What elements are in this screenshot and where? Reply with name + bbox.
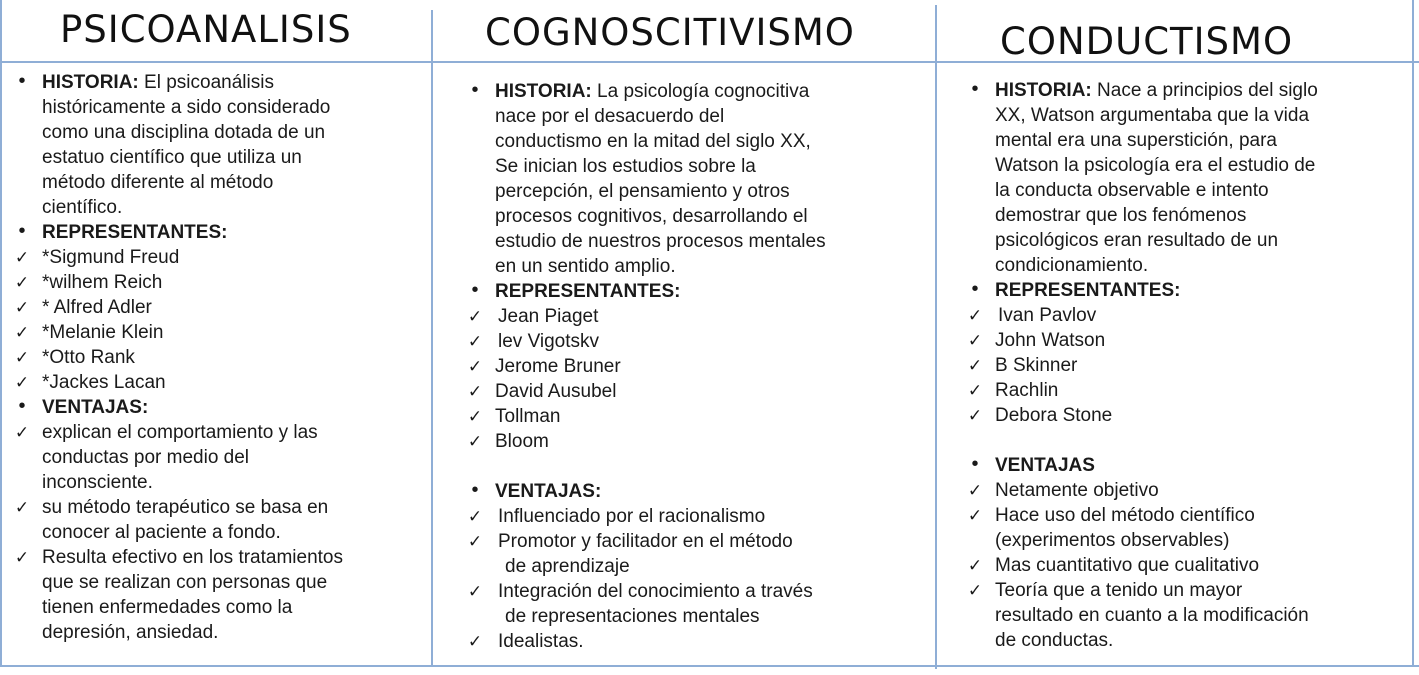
list-item — [960, 303, 1318, 328]
check-icon: ✓ — [14, 248, 30, 267]
historia-line: percepción, el pensamiento y otros — [495, 181, 790, 202]
representantes-label: REPRESENTANTES: — [495, 281, 681, 302]
ventaja-line: Mas cuantitativo que cualitativo — [995, 555, 1260, 576]
list-item — [460, 379, 826, 404]
bullet-icon: • — [971, 453, 979, 475]
ventaja-line: (experimentos observables) — [995, 530, 1230, 551]
representante: David Ausubel — [495, 381, 617, 402]
ventajas-label: VENTAJAS — [995, 455, 1095, 476]
bullet-icon: • — [971, 278, 979, 300]
ventaja-line: su método terapéutico se basa en — [42, 497, 329, 518]
representante: *Melanie Klein — [42, 322, 164, 343]
historia-line: psicológicos eran resultado de un — [995, 230, 1279, 251]
check-icon: ✓ — [967, 356, 983, 375]
ventaja-line: Resulta efectivo en los tratamientos — [42, 547, 343, 568]
historia-line: Se inician los estudios sobre la — [495, 156, 756, 177]
historia-line: estudio de nuestros procesos mentales — [495, 231, 826, 252]
historia-line: estatuo científico que utiliza un — [42, 147, 302, 168]
ventaja-line: de representaciones mentales — [505, 606, 760, 627]
list-item — [960, 578, 1318, 603]
historia-line: mental era una superstición, para — [995, 130, 1277, 151]
representante: lev Vigotskv — [498, 331, 600, 352]
ventaja-line: de conductas. — [995, 630, 1114, 651]
check-icon: ✓ — [967, 556, 983, 575]
list-item — [960, 403, 1318, 428]
list-item — [7, 270, 343, 295]
check-icon: ✓ — [14, 548, 30, 567]
historia-line: La psicología cognocitiva — [597, 81, 810, 102]
table-bottom-border — [0, 665, 1419, 667]
representantes-label: REPRESENTANTES: — [42, 222, 228, 243]
column-psicoanalisis — [7, 70, 343, 645]
ventaja-line: de aprendizaje — [505, 556, 630, 577]
representante: * Alfred Adler — [42, 297, 152, 318]
list-item — [460, 504, 826, 529]
title-conductismo: CONDUCTISMO — [1000, 20, 1294, 63]
list-item — [960, 328, 1318, 353]
check-icon: ✓ — [14, 498, 30, 517]
list-item — [960, 478, 1318, 503]
list-item — [460, 354, 826, 379]
ventaja-line: Idealistas. — [498, 631, 584, 652]
check-icon: ✓ — [467, 332, 483, 351]
historia-line: XX, Watson argumentaba que la vida — [995, 105, 1310, 126]
list-item — [460, 629, 826, 654]
bullet-icon: • — [471, 279, 479, 301]
spacer — [460, 454, 826, 479]
check-icon: ✓ — [14, 348, 30, 367]
check-icon: ✓ — [467, 307, 483, 326]
historia-line: conductismo en la mitad del siglo XX, — [495, 131, 811, 152]
list-item — [460, 304, 826, 329]
list-item — [7, 220, 343, 245]
check-icon: ✓ — [967, 406, 983, 425]
representante: *wilhem Reich — [42, 272, 163, 293]
check-icon: ✓ — [467, 357, 483, 376]
historia-line: Nace a principios del siglo — [1097, 80, 1318, 101]
representante: B Skinner — [995, 355, 1078, 376]
bullet-icon: • — [471, 79, 479, 101]
check-icon: ✓ — [467, 382, 483, 401]
list-item — [960, 553, 1318, 578]
check-icon: ✓ — [14, 373, 30, 392]
historia-line: método diferente al método — [42, 172, 274, 193]
bullet-icon: • — [971, 78, 979, 100]
ventaja-line: explican el comportamiento y las — [42, 422, 318, 443]
list-item — [460, 529, 826, 554]
representante: *Sigmund Freud — [42, 247, 180, 268]
ventaja-line: Promotor y facilitador en el método — [498, 531, 793, 552]
representante: John Watson — [995, 330, 1106, 351]
historia-line: la conducta observable e intento — [995, 180, 1269, 201]
ventaja-line: Hace uso del método científico — [995, 505, 1255, 526]
historia-line: en un sentido amplio. — [495, 256, 676, 277]
list-item — [460, 479, 826, 504]
ventaja-line: Integración del conocimiento a través — [498, 581, 813, 602]
list-item — [460, 329, 826, 354]
ventaja-line: depresión, ansiedad. — [42, 622, 219, 643]
title-cognoscitivismo: COGNOSCITIVISMO — [485, 11, 855, 54]
ventaja-line: inconsciente. — [42, 472, 153, 493]
list-item — [7, 70, 343, 95]
bullet-icon: • — [471, 479, 479, 501]
representante: Jean Piaget — [498, 306, 599, 327]
check-icon: ✓ — [967, 306, 983, 325]
list-item — [7, 320, 343, 345]
ventajas-label: VENTAJAS: — [495, 481, 602, 502]
list-item — [960, 453, 1318, 478]
list-item — [960, 503, 1318, 528]
column-conductismo — [960, 78, 1318, 653]
check-icon: ✓ — [14, 423, 30, 442]
historia-label: HISTORIA: — [495, 81, 592, 102]
representante: Rachlin — [995, 380, 1059, 401]
check-icon: ✓ — [967, 331, 983, 350]
list-item — [7, 345, 343, 370]
bullet-icon: • — [18, 220, 26, 242]
list-item — [7, 370, 343, 395]
historia-line: El psicoanálisis — [144, 72, 274, 93]
ventaja-line: tienen enfermedades como la — [42, 597, 293, 618]
representante: *Otto Rank — [42, 347, 135, 368]
ventaja-line: conductas por medio del — [42, 447, 250, 468]
ventajas-label: VENTAJAS: — [42, 397, 149, 418]
check-icon: ✓ — [467, 407, 483, 426]
bullet-icon: • — [18, 70, 26, 92]
check-icon: ✓ — [467, 507, 483, 526]
spacer — [960, 428, 1318, 453]
check-icon: ✓ — [967, 381, 983, 400]
ventaja-line: Influenciado por el racionalismo — [498, 506, 766, 527]
ventaja-line: Netamente objetivo — [995, 480, 1159, 501]
representante: Bloom — [495, 431, 549, 452]
list-item — [460, 429, 826, 454]
column-cognoscitivismo — [460, 79, 826, 654]
representante: *Jackes Lacan — [42, 372, 166, 393]
column-divider-2 — [935, 5, 937, 669]
check-icon: ✓ — [467, 582, 483, 601]
historia-line: demostrar que los fenómenos — [995, 205, 1247, 226]
list-item — [460, 279, 826, 304]
representante: Jerome Bruner — [495, 356, 621, 377]
list-item — [7, 545, 343, 570]
check-icon: ✓ — [467, 532, 483, 551]
historia-line: científico. — [42, 197, 123, 218]
historia-label: HISTORIA: — [995, 80, 1092, 101]
bullet-icon: • — [18, 395, 26, 417]
list-item — [960, 78, 1318, 103]
list-item — [460, 579, 826, 604]
check-icon: ✓ — [14, 298, 30, 317]
right-border — [1412, 0, 1414, 667]
list-item — [7, 395, 343, 420]
left-border — [0, 0, 2, 667]
ventaja-line: que se realizan con personas que — [42, 572, 328, 593]
historia-label: HISTORIA: — [42, 72, 139, 93]
check-icon: ✓ — [467, 432, 483, 451]
check-icon: ✓ — [14, 323, 30, 342]
list-item — [7, 495, 343, 520]
historia-line: históricamente a sido considerado — [42, 97, 331, 118]
check-icon: ✓ — [467, 632, 483, 651]
column-divider-1 — [431, 10, 433, 667]
representante: Ivan Pavlov — [998, 305, 1097, 326]
list-item — [960, 378, 1318, 403]
check-icon: ✓ — [967, 581, 983, 600]
list-item — [460, 79, 826, 104]
check-icon: ✓ — [14, 273, 30, 292]
check-icon: ✓ — [967, 506, 983, 525]
historia-line: Watson la psicología era el estudio de — [995, 155, 1316, 176]
list-item — [7, 420, 343, 445]
historia-line: nace por el desacuerdo del — [495, 106, 725, 127]
ventaja-line: conocer al paciente a fondo. — [42, 522, 281, 543]
list-item — [960, 353, 1318, 378]
title-psicoanalisis: PSICOANALISIS — [60, 8, 352, 51]
check-icon: ✓ — [967, 481, 983, 500]
representantes-label: REPRESENTANTES: — [995, 280, 1181, 301]
historia-line: procesos cognitivos, desarrollando el — [495, 206, 808, 227]
list-item — [960, 278, 1318, 303]
historia-line: condicionamiento. — [995, 255, 1149, 276]
representante: Debora Stone — [995, 405, 1113, 426]
historia-line: como una disciplina dotada de un — [42, 122, 326, 143]
list-item — [7, 295, 343, 320]
ventaja-line: resultado en cuanto a la modificación — [995, 605, 1309, 626]
representante: Tollman — [495, 406, 561, 427]
ventaja-line: Teoría que a tenido un mayor — [995, 580, 1243, 601]
list-item — [460, 404, 826, 429]
list-item — [7, 245, 343, 270]
